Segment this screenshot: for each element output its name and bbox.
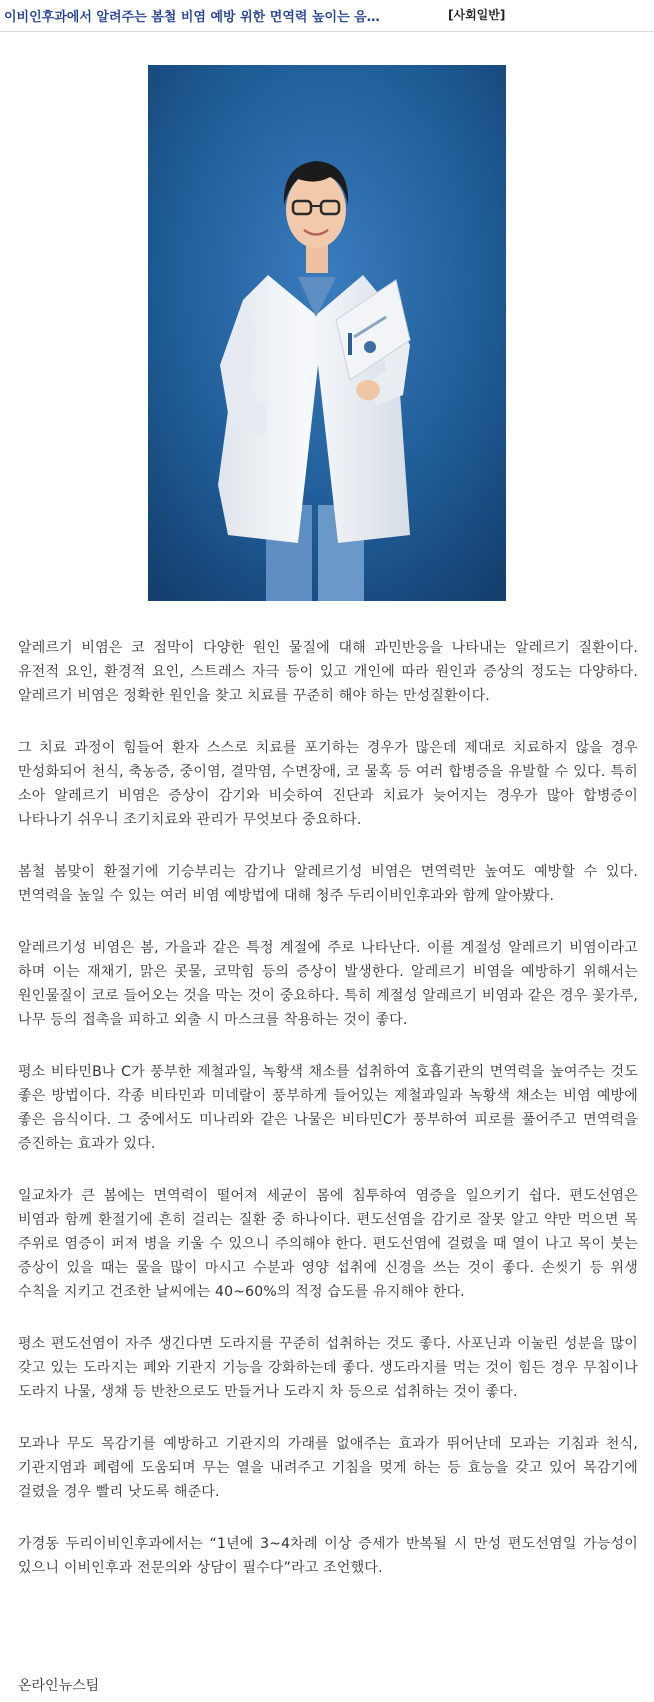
article-paragraph: 평소 편도선염이 자주 생긴다면 도라지를 꾸준히 섭취하는 것도 좋다. 사포닌과 이눌린 성분을 많이 갖고 있는 도라지는 폐와 기관지 기능을 강화하는데 좋다. 생도라지를 먹는 것이 힘든 경우 무침이나 도라지 나물, 생채 등 반찬으로도 만들거나 도라지 차 등으로 섭취하는 것이 좋다. xyxy=(18,1336,638,1400)
article-byline: 온라인뉴스팀 xyxy=(18,1678,100,1694)
article-paragraph: 가경동 두리이비인후과에서는 “1년에 3~4차례 이상 증세가 반복될 시 만성 편도선염일 가능성이 있으니 이비인후과 전문의와 상담이 필수다”라고 조언했다. xyxy=(18,1536,638,1576)
article-paragraph: 모과나 무도 목감기를 예방하고 기관지의 가래를 없애주는 효과가 뛰어난데 모과는 기침과 천식, 기관지염과 폐렴에 도움되며 무는 열을 내려주고 기침을 멎게 하는 등 효능을 갖고 있어 목감기에 걸렸을 경우 빨리 낫도록 해준다. xyxy=(18,1436,638,1500)
category-label[interactable]: [사회일반] xyxy=(448,8,506,22)
article-body xyxy=(18,636,638,1608)
article-paragraph: 봄철 봄맞이 환절기에 기승부리는 감기나 알레르기성 비염은 면역력만 높여도 예방할 수 있다. 면역력을 높일 수 있는 여러 비염 예방법에 대해 청주 두리이비인후과와 함께 알아봤다. xyxy=(18,864,638,904)
article-paragraph: 알레르기 비염은 코 점막이 다양한 원인 물질에 대해 과민반응을 나타내는 알레르기 질환이다. 유전적 요인, 환경적 요인, 스트레스 자극 등이 있고 개인에 따라 원인과 증상의 정도는 다양하다. 알레르기 비염은 정확한 원인을 찾고 치료를 꾸준히 해야 하는 만성질환이다. xyxy=(18,640,638,704)
article-paragraph: 평소 비타민B나 C가 풍부한 제철과일, 녹황색 채소를 섭취하여 호흡기관의 면역력을 높여주는 것도 좋은 방법이다. 각종 비타민과 미네랄이 풍부하게 들어있는 제철과일과 녹황색 채소는 비염 예방에 좋은 음식이다. 그 중에서도 미나리와 같은 나물은 비타민C가 풍부하여 피로를 풀어주고 면역력을 증진하는 효과가 있다. xyxy=(18,1064,638,1152)
article-paragraph: 일교차가 큰 봄에는 면역력이 떨어져 세균이 몸에 침투하여 염증을 일으키기 쉽다. 편도선염은 비염과 함께 환절기에 흔히 걸리는 질환 중 하나이다. 편도선염을 감기로 잘못 알고 약만 먹으면 목 주위로 염증이 퍼져 병을 키울 수 있으니 주의해야 한다. 편도선염에 걸렸을 때 열이 나고 목이 붓는 증상이 있을 때는 물을 많이 마시고 수분과 영양 섭취에 신경을 쓰는 것이 좋다. 손씻기 등 위생 수칙을 지키고 건조한 날씨에는 40~60%의 적정 습도를 유지해야 한다. xyxy=(18,1188,638,1300)
doctor-photo xyxy=(148,65,506,601)
article-headline[interactable]: 이비인후과에서 알려주는 봄철 비염 예방 위한 면역력 높이는 음… xyxy=(4,10,380,25)
article-paragraph: 그 치료 과정이 힘들어 환자 스스로 치료를 포기하는 경우가 많은데 제대로 치료하지 않을 경우 만성화되어 천식, 축농증, 중이염, 결막염, 수면장애, 코 물혹 등 여러 합병증을 유발할 수 있다. 특히 소아 알레르기 비염은 증상이 감기와 비슷하여 진단과 치료가 늦어지는 경우가 많아 합병증이 나타나기 쉬우니 조기치료와 관리가 무엇보다 중요하다. xyxy=(18,740,638,828)
doctor-portrait-image xyxy=(148,65,506,601)
article-header xyxy=(0,0,654,32)
article-paragraph: 알레르기성 비염은 봄, 가을과 같은 특정 계절에 주로 나타난다. 이를 계절성 알레르기 비염이라고 하며 이는 재채기, 맑은 콧물, 코막힘 등의 증상이 발생한다. 알레르기 비염을 예방하기 위해서는 원인물질이 코로 들어오는 것을 막는 것이 중요하다. 특히 계절성 알레르기 비염과 같은 경우 꽃가루, 나무 등의 접촉을 피하고 외출 시 마스크를 착용하는 것이 좋다. xyxy=(18,940,638,1028)
